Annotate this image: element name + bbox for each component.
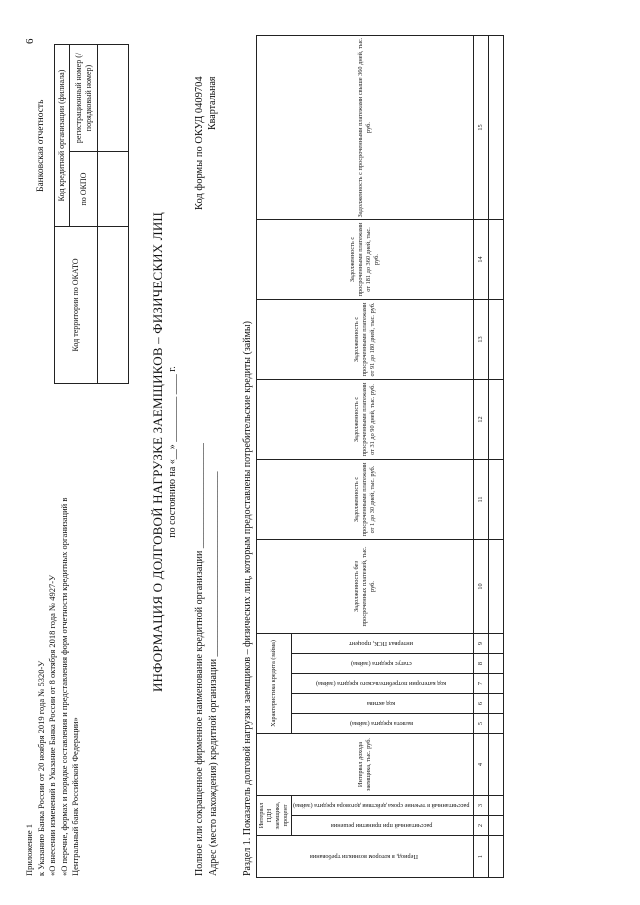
header-currency: валюта кредита (займа) [292,714,474,734]
header-pdn-term: рассчитанный в течение срока действия договора кредита (займа) [292,796,474,816]
debt-load-table [256,35,504,878]
reg-number-value [98,45,129,152]
header-debt-1-30: Задолженность с просроченными платежами от 1 до 30 дней, тыс. руб. [257,459,474,539]
appendix-line: «О внесении изменений в Указание Банка России от 8 октября 2018 года № 4927-У [47,574,57,876]
okud-code: Код формы по ОКУД 0409704 [194,76,205,210]
column-number: 12 [474,379,489,459]
okato-header: Код территории по ОКАТО [55,227,98,384]
header-debt-31-90: Задолженность с просроченными платежами от 31 до 90 дней, тыс. руб. [257,379,474,459]
okpo-value [98,152,129,227]
as-of-date: по состоянию на «__» _________ ____ г. [167,366,178,538]
appendix-line: «О перечне, формах и порядке составления и представления форм отчетности кредитных организаций в [58,497,69,876]
header-category-code: код категории потребительского кредита (займа) [292,674,474,694]
header-pdn-decision: рассчитанный при принятии решения [292,816,474,836]
column-number: 4 [474,734,489,796]
header-income: Интервал дохода заемщика, тыс. руб. [257,734,474,796]
header-asset-code: код актива [292,694,474,714]
column-number: 5 [474,714,489,734]
okpo-header: по ОКПО [70,152,98,227]
column-number: 1 [474,836,489,878]
section-title: Раздел 1. Показатель долговой нагрузки заемщиков – физических лиц, которым предоставлены потребительские кредиты (займы) [242,321,253,876]
column-number: 15 [474,35,489,219]
header-credit-status: статус кредита (займа) [292,654,474,674]
header-credit-characteristics: Характеристика кредита (займа) [257,633,292,733]
empty-data-row [489,35,504,877]
header-debt-91-180: Задолженность с просроченными платежами от 91 до 180 дней, тыс. руб. [257,299,474,379]
report-type: Банковская отчетность [36,99,46,192]
column-number: 14 [474,219,489,299]
column-numbers-row [474,35,489,877]
org-code-header: Код кредитной организации (филиала) [55,45,70,227]
org-name-line: Полное или сокращенное фирменное наименование кредитной организации _____________________ [194,443,205,876]
column-number: 3 [474,796,489,816]
column-number: 10 [474,539,489,633]
header-debt-over-360: Задолженность с просроченными платежами свыше 360 дней, тыс. руб. [257,35,474,219]
column-number: 13 [474,299,489,379]
rotated-document [20,22,620,882]
column-number: 9 [474,633,489,653]
page-number: 6 [24,38,36,44]
appendix-block [24,456,82,876]
document-title: ИНФОРМАЦИЯ О ДОЛГОВОЙ НАГРУЗКЕ ЗАЕМЩИКОВ – ФИЗИЧЕСКИХ ЛИЦ [150,211,165,693]
appendix-line: к Указанию Банка России от 20 ноября 2019 года № 5320-У [35,660,46,876]
okato-value [98,227,129,384]
column-number: 6 [474,694,489,714]
appendix-line: Приложение 1 [24,824,34,876]
header-debt-no-overdue: Задолженность без просроченных платежей, тыс. руб. [257,539,474,633]
report-period: Квартальная [207,76,218,130]
header-debt-181-360: Задолженность с просроченными платежами от 181 до 360 дней, тыс. руб. [257,219,474,299]
header-pdn-group: Интервал ПДН заемщика, процент [257,796,292,836]
reg-number-header: регистрационный номер (/порядковый номер) [70,45,98,152]
org-address-line: Адрес (место нахождения) кредитной организации _____________________________________ [208,471,219,876]
codes-table [54,44,129,384]
appendix-line: Центральный банк Российской Федерации» [70,717,80,876]
column-number: 8 [474,654,489,674]
column-number: 7 [474,674,489,694]
header-period: Период, в котором возникли требования [257,836,474,878]
column-number: 11 [474,459,489,539]
column-number: 2 [474,816,489,836]
header-psk-interval: интервал ПСК, процент [292,633,474,653]
